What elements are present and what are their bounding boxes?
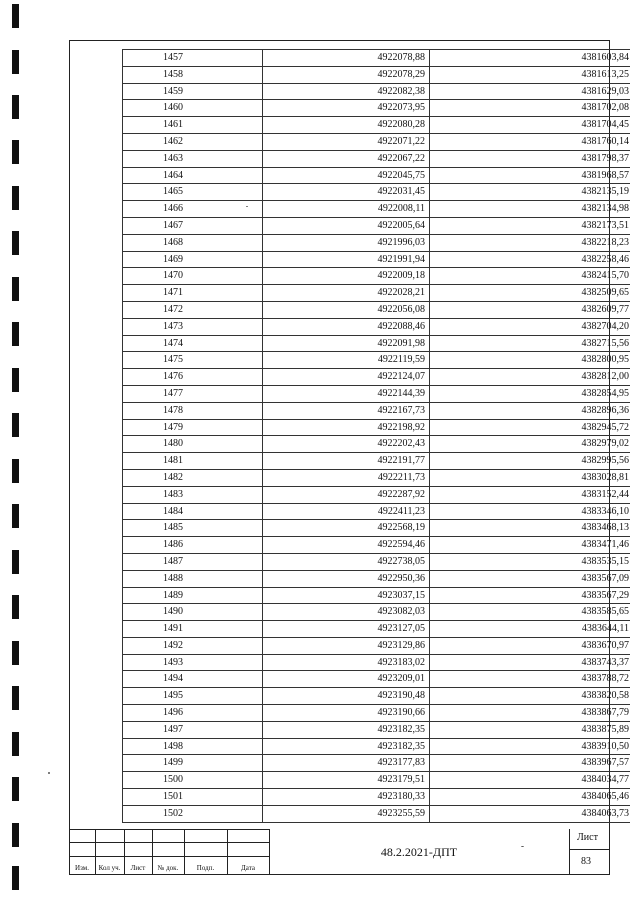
table-row: [123, 251, 630, 268]
y-coordinate-cell: 4383910,50: [430, 738, 630, 755]
stamp-label-signature: Подп.: [196, 864, 215, 872]
binding-mark: [12, 595, 19, 619]
x-coordinate-cell: 4922144,39: [263, 385, 430, 402]
table-row: [123, 621, 630, 638]
point-number-cell: 1461: [123, 117, 263, 134]
y-coordinate-cell: 4383967,57: [430, 755, 630, 772]
point-number-cell: 1494: [123, 671, 263, 688]
stamp-line: [69, 842, 269, 843]
sheet-label: Лист: [577, 832, 598, 843]
x-coordinate-cell: 4922091,98: [263, 335, 430, 352]
y-coordinate-cell: 4382609,77: [430, 301, 630, 318]
table-row: [123, 201, 630, 218]
y-coordinate-cell: 4383471,46: [430, 537, 630, 554]
x-coordinate-cell: 4923180,33: [263, 789, 430, 806]
stamp-label-count: Кол уч.: [98, 864, 121, 872]
x-coordinate-cell: 4921996,03: [263, 234, 430, 251]
y-coordinate-cell: 4382704,20: [430, 318, 630, 335]
x-coordinate-cell: 4922082,38: [263, 83, 430, 100]
binding-mark: [12, 413, 19, 437]
x-coordinate-cell: 4922167,73: [263, 402, 430, 419]
x-coordinate-cell: 4922031,45: [263, 184, 430, 201]
y-coordinate-cell: 4382415,70: [430, 268, 630, 285]
stamp-line: [69, 856, 269, 857]
x-coordinate-cell: 4922124,07: [263, 369, 430, 386]
table-row: [123, 671, 630, 688]
x-coordinate-cell: 4923182,35: [263, 721, 430, 738]
point-number-cell: 1465: [123, 184, 263, 201]
x-coordinate-cell: 4923037,15: [263, 587, 430, 604]
point-number-cell: 1485: [123, 520, 263, 537]
y-coordinate-cell: 4383468,13: [430, 520, 630, 537]
y-coordinate-cell: 4383152,44: [430, 486, 630, 503]
binding-mark: [12, 732, 19, 756]
point-number-cell: 1484: [123, 503, 263, 520]
point-number-cell: 1499: [123, 755, 263, 772]
x-coordinate-cell: 4922056,08: [263, 301, 430, 318]
table-row: [123, 402, 630, 419]
stamp-label-sheet: Лист: [130, 864, 146, 872]
x-coordinate-cell: 4923127,05: [263, 621, 430, 638]
y-coordinate-cell: 4381968,57: [430, 167, 630, 184]
x-coordinate-cell: 4923177,83: [263, 755, 430, 772]
point-number-cell: 1478: [123, 402, 263, 419]
binding-mark: [12, 823, 19, 847]
y-coordinate-cell: 4381603,84: [430, 50, 630, 67]
x-coordinate-cell: 4922191,77: [263, 453, 430, 470]
point-number-cell: 1487: [123, 553, 263, 570]
x-coordinate-cell: 4922411,23: [263, 503, 430, 520]
table-row: [123, 789, 630, 806]
x-coordinate-cell: 4921991,94: [263, 251, 430, 268]
table-row: [123, 654, 630, 671]
y-coordinate-cell: 4381760,14: [430, 133, 630, 150]
stamp-label-date: Дата: [241, 864, 255, 872]
y-coordinate-cell: 4383644,11: [430, 621, 630, 638]
table-row: [123, 385, 630, 402]
binding-mark: [12, 368, 19, 392]
y-coordinate-cell: 4382854,95: [430, 385, 630, 402]
coordinates-table-body: [123, 50, 630, 823]
coordinates-table: [122, 49, 630, 823]
y-coordinate-cell: 4381798,37: [430, 150, 630, 167]
table-row: [123, 369, 630, 386]
x-coordinate-cell: 4923190,66: [263, 705, 430, 722]
table-row: [123, 537, 630, 554]
point-number-cell: 1502: [123, 805, 263, 822]
table-row: [123, 318, 630, 335]
y-coordinate-cell: 4382896,36: [430, 402, 630, 419]
point-number-cell: 1486: [123, 537, 263, 554]
x-coordinate-cell: 4922078,88: [263, 50, 430, 67]
binding-mark: [12, 322, 19, 346]
y-coordinate-cell: 4383875,89: [430, 721, 630, 738]
x-coordinate-cell: 4923082,03: [263, 604, 430, 621]
y-coordinate-cell: 4381629,03: [430, 83, 630, 100]
point-number-cell: 1500: [123, 772, 263, 789]
x-coordinate-cell: 4922067,22: [263, 150, 430, 167]
point-number-cell: 1492: [123, 637, 263, 654]
table-row: [123, 301, 630, 318]
binding-mark: [12, 50, 19, 74]
binding-mark: [12, 686, 19, 710]
y-coordinate-cell: 4382258,46: [430, 251, 630, 268]
point-number-cell: 1497: [123, 721, 263, 738]
binding-mark: [12, 550, 19, 574]
binding-mark: [12, 459, 19, 483]
point-number-cell: 1458: [123, 66, 263, 83]
table-row: [123, 335, 630, 352]
y-coordinate-cell: 4383567,09: [430, 570, 630, 587]
y-coordinate-cell: 4383670,97: [430, 637, 630, 654]
point-number-cell: 1471: [123, 285, 263, 302]
table-row: [123, 234, 630, 251]
table-row: [123, 436, 630, 453]
y-coordinate-cell: 4384065,46: [430, 789, 630, 806]
point-number-cell: 1460: [123, 100, 263, 117]
y-coordinate-cell: 4383028,81: [430, 469, 630, 486]
point-number-cell: 1482: [123, 469, 263, 486]
point-number-cell: 1463: [123, 150, 263, 167]
binding-mark: [12, 4, 19, 28]
table-row: [123, 453, 630, 470]
table-row: [123, 133, 630, 150]
x-coordinate-cell: 4923190,48: [263, 688, 430, 705]
scan-speck: [246, 206, 248, 207]
table-row: [123, 150, 630, 167]
table-row: [123, 268, 630, 285]
binding-mark: [12, 277, 19, 301]
x-coordinate-cell: 4922080,28: [263, 117, 430, 134]
table-row: [123, 66, 630, 83]
table-row: [123, 100, 630, 117]
x-coordinate-cell: 4922568,19: [263, 520, 430, 537]
point-number-cell: 1479: [123, 419, 263, 436]
binding-mark: [12, 777, 19, 801]
x-coordinate-cell: 4922119,59: [263, 352, 430, 369]
table-row: [123, 688, 630, 705]
y-coordinate-cell: 4384034,77: [430, 772, 630, 789]
x-coordinate-cell: 4923209,01: [263, 671, 430, 688]
table-row: [123, 587, 630, 604]
table-row: [123, 503, 630, 520]
binding-mark: [12, 140, 19, 164]
y-coordinate-cell: 4383788,72: [430, 671, 630, 688]
point-number-cell: 1472: [123, 301, 263, 318]
x-coordinate-cell: 4922198,92: [263, 419, 430, 436]
point-number-cell: 1490: [123, 604, 263, 621]
y-coordinate-cell: 4382945,72: [430, 419, 630, 436]
point-number-cell: 1488: [123, 570, 263, 587]
stamp-line: [69, 829, 269, 830]
table-row: [123, 570, 630, 587]
table-row: [123, 285, 630, 302]
table-row: [123, 486, 630, 503]
y-coordinate-cell: 4382995,56: [430, 453, 630, 470]
point-number-cell: 1498: [123, 738, 263, 755]
y-coordinate-cell: 4382135,19: [430, 184, 630, 201]
y-coordinate-cell: 4384063,73: [430, 805, 630, 822]
table-row: [123, 738, 630, 755]
binding-mark: [12, 641, 19, 665]
document-code: 48.2.2021-ДПТ: [380, 845, 458, 859]
y-coordinate-cell: 4383743,37: [430, 654, 630, 671]
point-number-cell: 1501: [123, 789, 263, 806]
table-row: [123, 419, 630, 436]
x-coordinate-cell: 4922202,43: [263, 436, 430, 453]
point-number-cell: 1459: [123, 83, 263, 100]
x-coordinate-cell: 4922008,11: [263, 201, 430, 218]
x-coordinate-cell: 4923182,35: [263, 738, 430, 755]
point-number-cell: 1495: [123, 688, 263, 705]
binding-mark: [12, 186, 19, 210]
table-row: [123, 637, 630, 654]
table-row: [123, 755, 630, 772]
x-coordinate-cell: 4923129,86: [263, 637, 430, 654]
point-number-cell: 1462: [123, 133, 263, 150]
point-number-cell: 1466: [123, 201, 263, 218]
x-coordinate-cell: 4922073,95: [263, 100, 430, 117]
x-coordinate-cell: 4922005,64: [263, 217, 430, 234]
stamp-line: [569, 829, 570, 875]
sheet-number: 83: [581, 856, 591, 867]
point-number-cell: 1493: [123, 654, 263, 671]
point-number-cell: 1464: [123, 167, 263, 184]
point-number-cell: 1489: [123, 587, 263, 604]
y-coordinate-cell: 4383820,58: [430, 688, 630, 705]
y-coordinate-cell: 4383535,15: [430, 553, 630, 570]
x-coordinate-cell: 4922071,22: [263, 133, 430, 150]
point-number-cell: 1481: [123, 453, 263, 470]
point-number-cell: 1483: [123, 486, 263, 503]
y-coordinate-cell: 4382979,02: [430, 436, 630, 453]
y-coordinate-cell: 4382134,98: [430, 201, 630, 218]
table-row: [123, 184, 630, 201]
point-number-cell: 1496: [123, 705, 263, 722]
table-row: [123, 520, 630, 537]
table-row: [123, 553, 630, 570]
table-row: [123, 217, 630, 234]
x-coordinate-cell: 4922009,18: [263, 268, 430, 285]
point-number-cell: 1473: [123, 318, 263, 335]
table-row: [123, 352, 630, 369]
x-coordinate-cell: 4922287,92: [263, 486, 430, 503]
y-coordinate-cell: 4382812,00: [430, 369, 630, 386]
y-coordinate-cell: 4383567,29: [430, 587, 630, 604]
table-row: [123, 805, 630, 822]
x-coordinate-cell: 4922738,05: [263, 553, 430, 570]
point-number-cell: 1470: [123, 268, 263, 285]
binding-mark: [12, 95, 19, 119]
y-coordinate-cell: 4382218,23: [430, 234, 630, 251]
point-number-cell: 1491: [123, 621, 263, 638]
point-number-cell: 1480: [123, 436, 263, 453]
title-block: [69, 829, 610, 875]
x-coordinate-cell: 4923255,59: [263, 805, 430, 822]
table-row: [123, 721, 630, 738]
table-row: [123, 50, 630, 67]
table-row: [123, 83, 630, 100]
point-number-cell: 1457: [123, 50, 263, 67]
x-coordinate-cell: 4922211,73: [263, 469, 430, 486]
x-coordinate-cell: 4922078,29: [263, 66, 430, 83]
y-coordinate-cell: 4381704,45: [430, 117, 630, 134]
y-coordinate-cell: 4381613,25: [430, 66, 630, 83]
scan-speck: [48, 772, 50, 774]
y-coordinate-cell: 4383867,79: [430, 705, 630, 722]
table-row: [123, 117, 630, 134]
y-coordinate-cell: 4383585,65: [430, 604, 630, 621]
y-coordinate-cell: 4382509,65: [430, 285, 630, 302]
x-coordinate-cell: 4923179,51: [263, 772, 430, 789]
x-coordinate-cell: 4922950,36: [263, 570, 430, 587]
stamp-label-change: Изм.: [75, 864, 89, 872]
point-number-cell: 1474: [123, 335, 263, 352]
y-coordinate-cell: 4381702,08: [430, 100, 630, 117]
x-coordinate-cell: 4923183,02: [263, 654, 430, 671]
point-number-cell: 1476: [123, 369, 263, 386]
point-number-cell: 1477: [123, 385, 263, 402]
stamp-line: [569, 849, 610, 850]
table-row: [123, 772, 630, 789]
y-coordinate-cell: 4383346,10: [430, 503, 630, 520]
x-coordinate-cell: 4922088,46: [263, 318, 430, 335]
table-row: [123, 705, 630, 722]
table-row: [123, 167, 630, 184]
scan-speck: [521, 846, 524, 847]
point-number-cell: 1468: [123, 234, 263, 251]
table-row: [123, 469, 630, 486]
y-coordinate-cell: 4382800,95: [430, 352, 630, 369]
point-number-cell: 1475: [123, 352, 263, 369]
y-coordinate-cell: 4382173,51: [430, 217, 630, 234]
point-number-cell: 1467: [123, 217, 263, 234]
x-coordinate-cell: 4922028,21: [263, 285, 430, 302]
table-row: [123, 604, 630, 621]
y-coordinate-cell: 4382715,56: [430, 335, 630, 352]
binding-mark: [12, 504, 19, 528]
x-coordinate-cell: 4922045,75: [263, 167, 430, 184]
stamp-label-doc-number: № док.: [157, 864, 179, 872]
binding-mark: [12, 231, 19, 255]
point-number-cell: 1469: [123, 251, 263, 268]
binding-mark: [12, 866, 19, 890]
x-coordinate-cell: 4922594,46: [263, 537, 430, 554]
